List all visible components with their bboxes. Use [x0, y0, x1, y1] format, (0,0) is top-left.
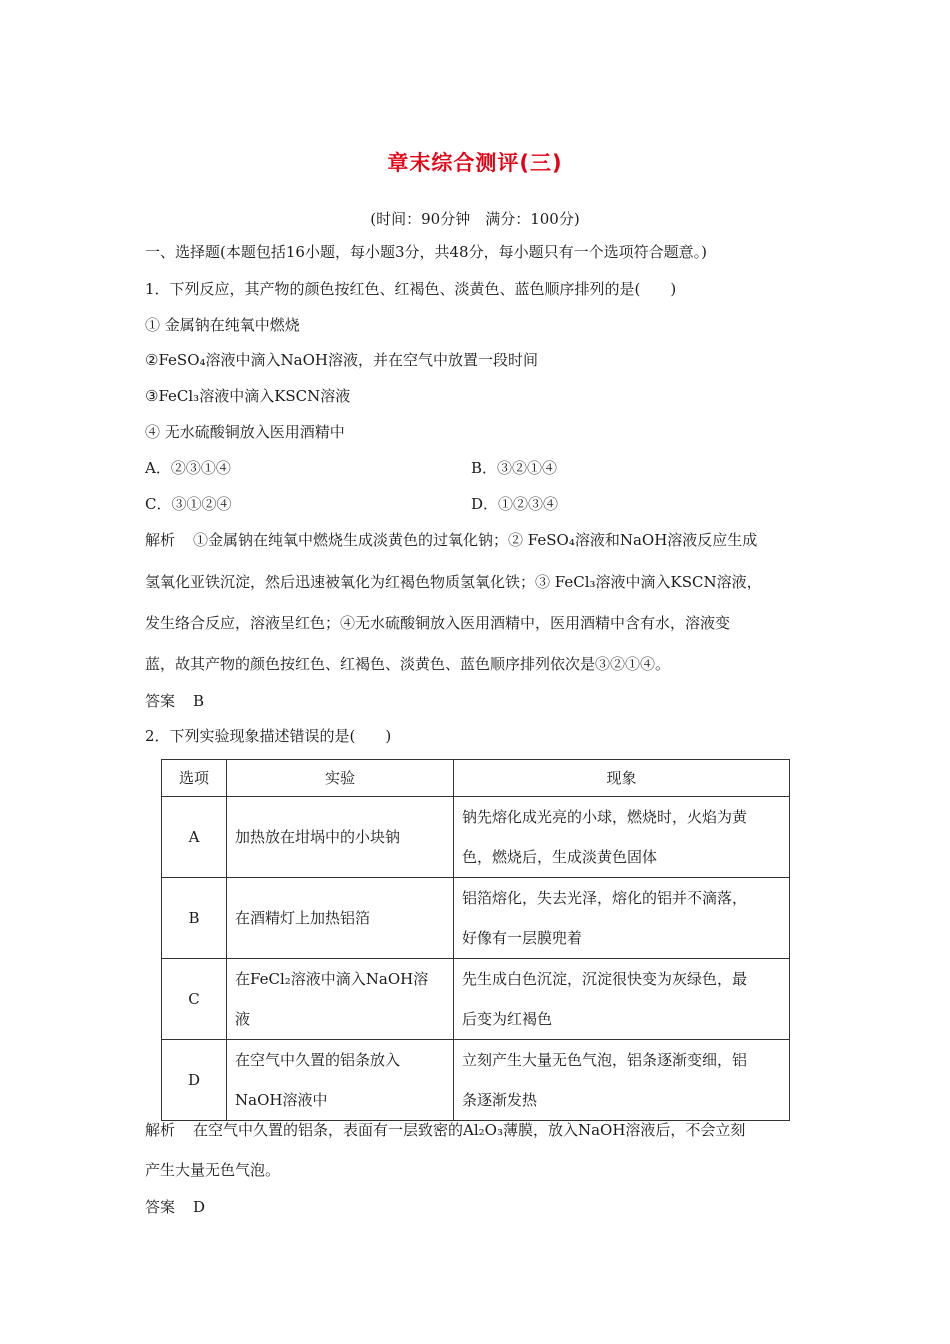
- q1-option-c: C．③①②④: [145, 495, 232, 513]
- row-key: A: [162, 797, 227, 878]
- row-experiment-line: 液: [235, 1010, 251, 1028]
- q1-item-4: ④ 无水硫酸铜放入医用酒精中: [145, 423, 345, 441]
- row-experiment-line: NaOH溶液中: [235, 1091, 328, 1109]
- q1-item-3: ③FeCl₃溶液中滴入KSCN溶液: [145, 387, 351, 405]
- row-experiment-line: 在FeCl₂溶液中滴入NaOH溶: [235, 970, 429, 988]
- q1-analysis-line-1: [145, 530, 757, 550]
- q2-answer: [145, 1197, 205, 1217]
- table-row: [162, 797, 790, 878]
- header-option: 选项: [162, 760, 227, 797]
- row-experiment-line: 加热放在坩埚中的小块钠: [235, 828, 401, 846]
- header-phenomenon: 现象: [454, 760, 790, 797]
- q1-stem: 1．下列反应，其产物的颜色按红色、红褐色、淡黄色、蓝色顺序排列的是( ): [145, 280, 677, 298]
- row-phenomenon-line: 好像有一层膜兜着: [462, 929, 583, 947]
- q1-analysis-label: 解析: [145, 531, 176, 549]
- q2-analysis-line-2: 产生大量无色气泡。: [145, 1161, 281, 1179]
- q1-analysis-text-1: ①金属钠在纯氧中燃烧生成淡黄色的过氧化钠；② FeSO₄溶液和NaOH溶液反应生成: [193, 531, 758, 549]
- q1-answer: [145, 691, 204, 711]
- row-phenomenon: [454, 878, 790, 959]
- row-experiment: [227, 878, 454, 959]
- q1-option-b: B．③②①④: [471, 459, 558, 477]
- table-header-row: [162, 760, 790, 797]
- row-experiment: [227, 1040, 454, 1121]
- header-experiment: 实验: [227, 760, 454, 797]
- q1-item-2: ②FeSO₄溶液中滴入NaOH溶液，并在空气中放置一段时间: [145, 351, 538, 369]
- row-experiment-line: 在空气中久置的铝条放入: [235, 1051, 401, 1069]
- q2-analysis-text-1: 在空气中久置的铝条，表面有一层致密的Al₂O₃薄膜，放入NaOH溶液后，不会立刻: [193, 1121, 746, 1139]
- q1-answer-label: 答案: [145, 692, 176, 710]
- row-experiment-line: 在酒精灯上加热铝箔: [235, 909, 371, 927]
- row-phenomenon: [454, 1040, 790, 1121]
- q2-stem: 2．下列实验现象描述错误的是( ): [145, 727, 392, 745]
- q2-answer-value: D: [193, 1198, 206, 1216]
- row-phenomenon: [454, 797, 790, 878]
- row-phenomenon-line: 后变为红褐色: [462, 1010, 553, 1028]
- row-phenomenon-line: 色，燃烧后，生成淡黄色固体: [462, 848, 658, 866]
- row-experiment: [227, 797, 454, 878]
- q1-answer-value: B: [193, 692, 205, 710]
- q2-analysis-line-1: [145, 1120, 745, 1140]
- row-key: B: [162, 878, 227, 959]
- row-phenomenon-line: 铝箔熔化，失去光泽，熔化的铝并不滴落，: [462, 889, 748, 907]
- page-title: 章末综合测评(三): [387, 151, 563, 175]
- row-key: C: [162, 959, 227, 1040]
- q1-analysis-line-2: 氢氧化亚铁沉淀，然后迅速被氧化为红褐色物质氢氧化铁；③ FeCl₃溶液中滴入KSCN溶液，: [145, 573, 762, 591]
- table-row: [162, 878, 790, 959]
- row-phenomenon-line: 先生成白色沉淀，沉淀很快变为灰绿色，最: [462, 970, 748, 988]
- q2-answer-label: 答案: [145, 1198, 176, 1216]
- q1-option-d: D．①②③④: [471, 495, 559, 513]
- row-phenomenon-line: 条逐渐发热: [462, 1091, 538, 1109]
- q1-item-1: ① 金属钠在纯氧中燃烧: [145, 316, 300, 334]
- q1-analysis-line-3: 发生络合反应，溶液呈红色；④无水硫酸铜放入医用酒精中，医用酒精中含有水，溶液变: [145, 614, 731, 632]
- q2-analysis-label: 解析: [145, 1121, 176, 1139]
- exam-meta: (时间：90分钟 满分：100分): [370, 210, 580, 228]
- row-phenomenon-line: 立刻产生大量无色气泡，铝条逐渐变细，铝: [462, 1051, 748, 1069]
- section-heading: 一、选择题(本题包括16小题，每小题3分，共48分，每小题只有一个选项符合题意。): [145, 243, 707, 261]
- row-key: D: [162, 1040, 227, 1121]
- table-row: [162, 959, 790, 1040]
- row-phenomenon: [454, 959, 790, 1040]
- q1-analysis-line-4: 蓝，故其产物的颜色按红色、红褐色、淡黄色、蓝色顺序排列依次是③②①④。: [145, 655, 671, 673]
- table-row: [162, 1040, 790, 1121]
- row-experiment: [227, 959, 454, 1040]
- q2-table: [161, 759, 790, 1121]
- q1-option-a: A．②③①④: [145, 459, 231, 477]
- row-phenomenon-line: 钠先熔化成光亮的小球，燃烧时，火焰为黄: [462, 808, 748, 826]
